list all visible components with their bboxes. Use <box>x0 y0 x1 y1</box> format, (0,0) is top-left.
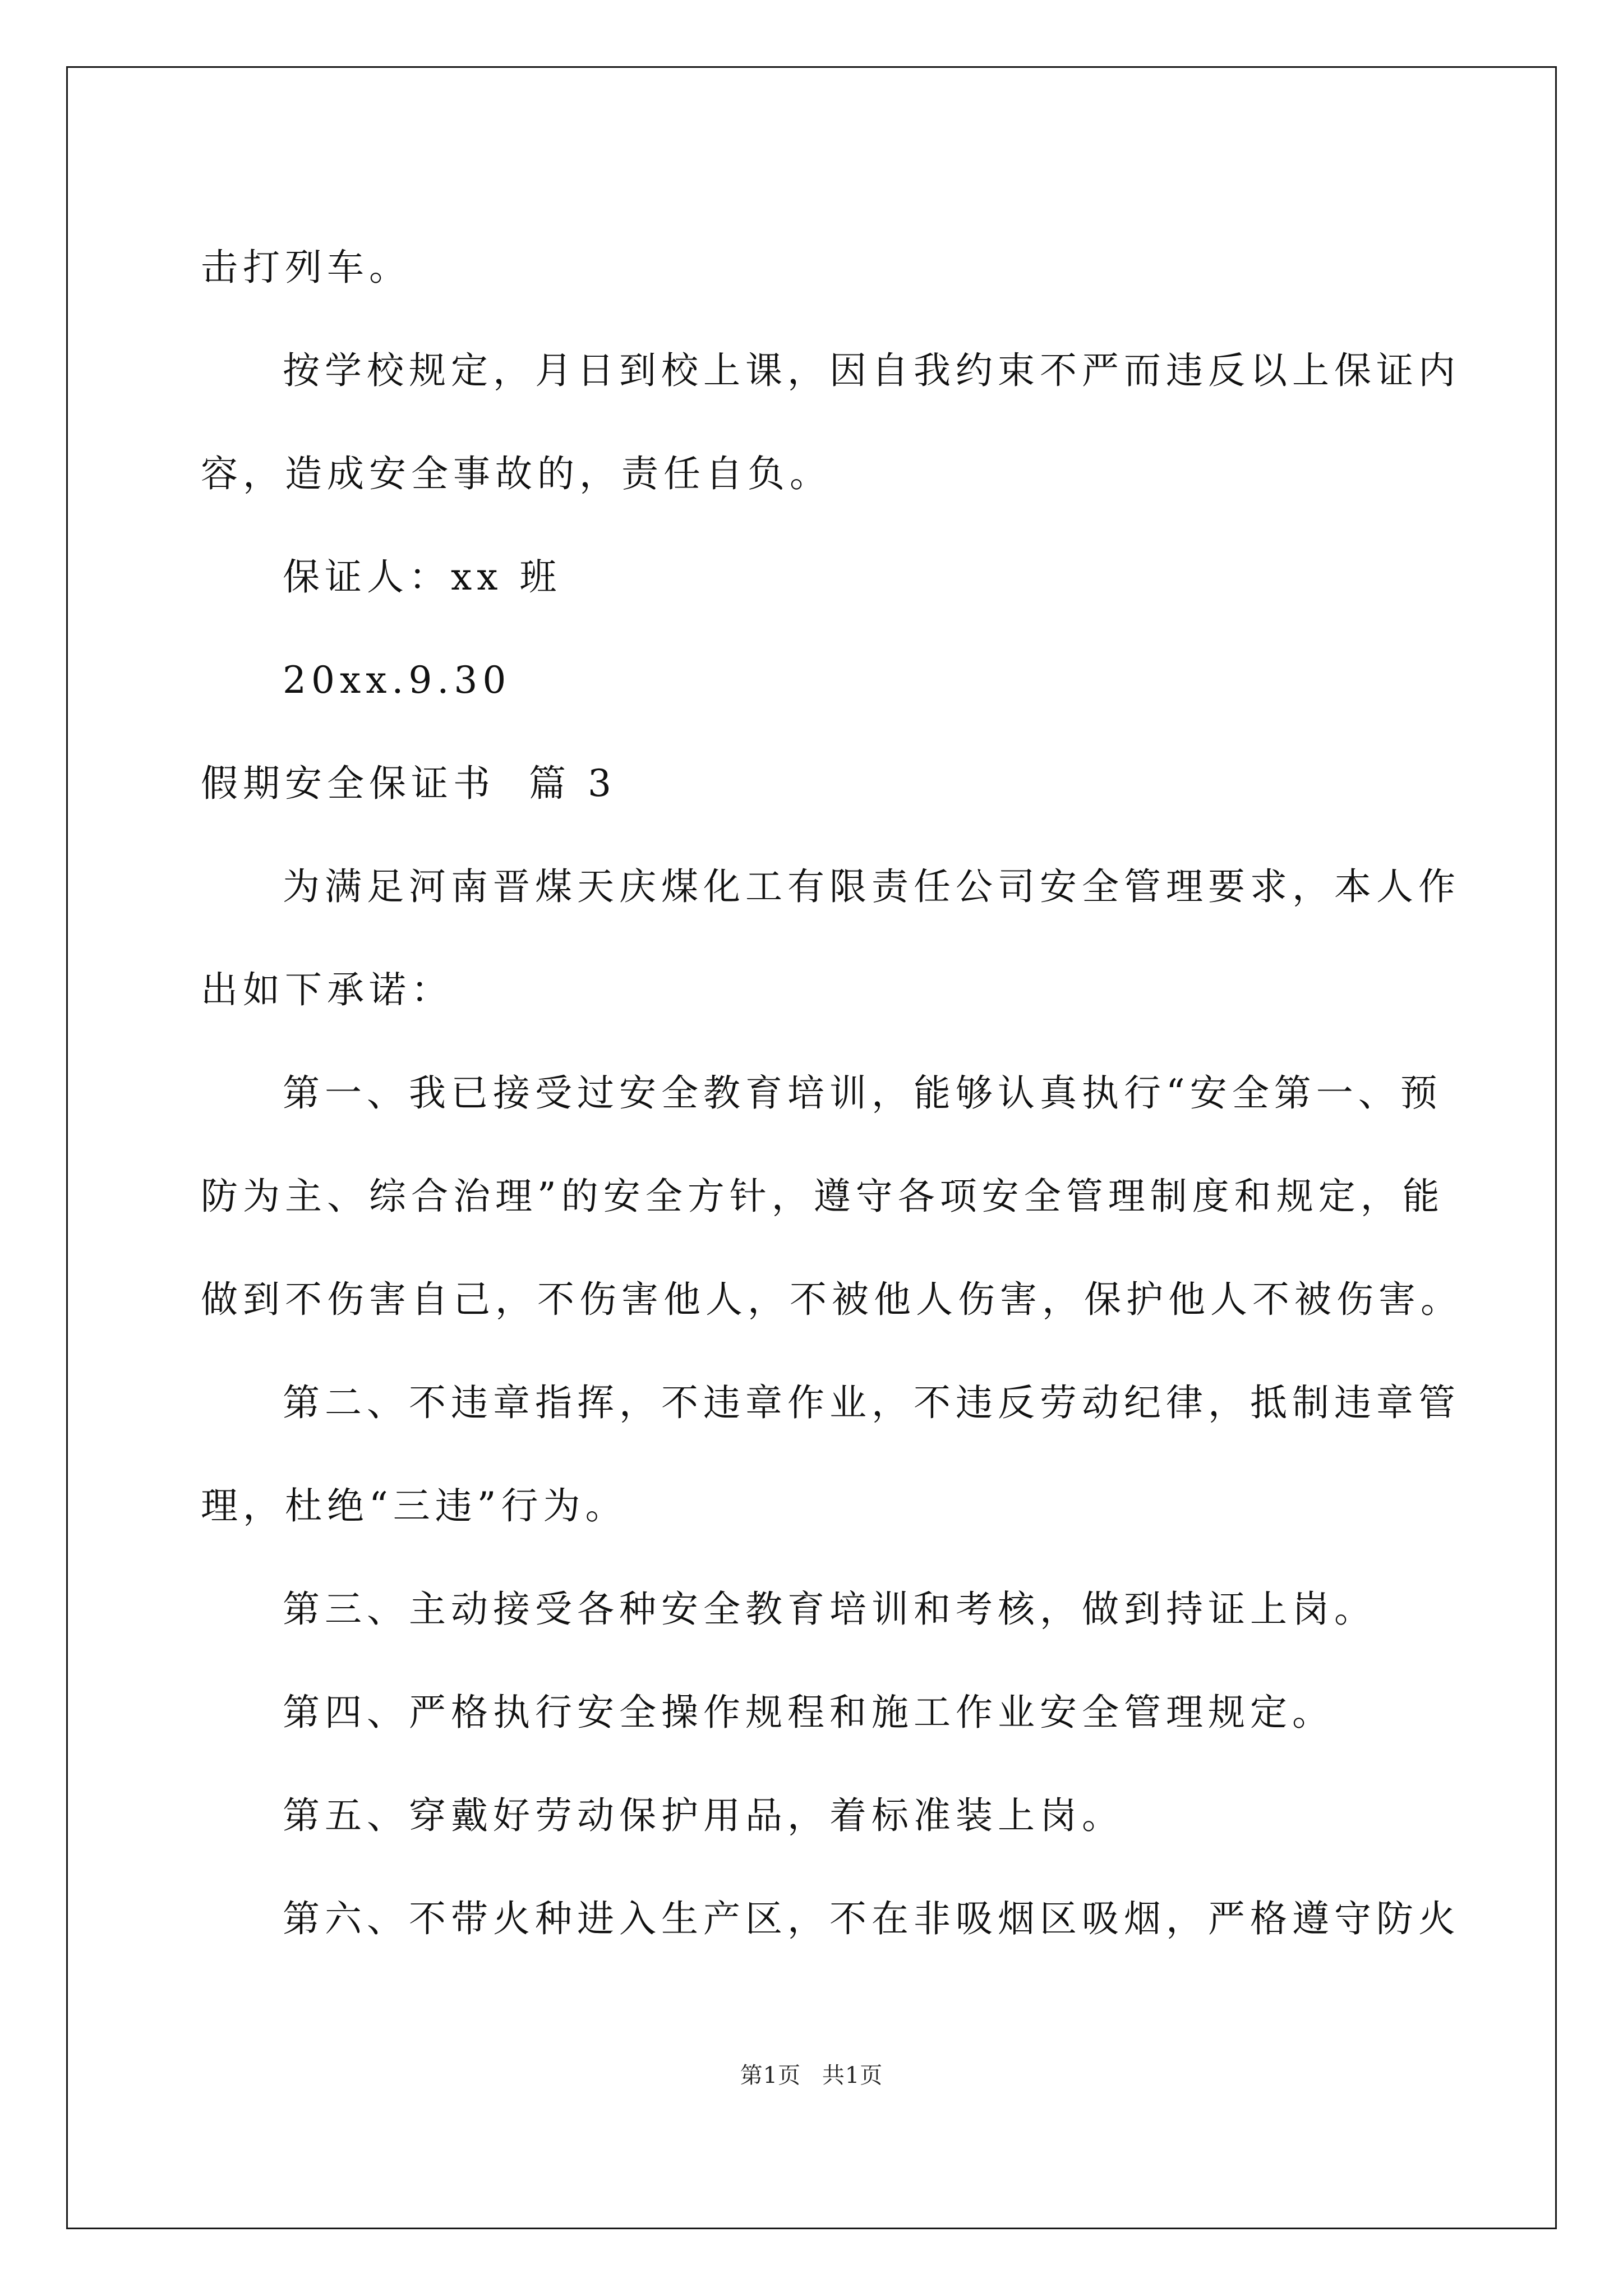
page-footer <box>0 2058 1623 2090</box>
page-number-total: 共1页 <box>822 2063 883 2088</box>
text-line: 第五、穿戴好劳动保护用品，着标准装上岗。 <box>283 1794 1124 1837</box>
text-line: 容，造成安全事故的，责任自负。 <box>201 452 832 495</box>
text-line: 击打列车。 <box>201 246 411 289</box>
text-line: 第一、我已接受过安全教育培训，能够认真执行“安全第一、预 <box>283 1071 1442 1115</box>
text-line: 按学校规定，月日到校上课，因自我约束不严而违反以上保证内 <box>283 349 1460 392</box>
date-line: 20xx.9.30 <box>283 659 511 702</box>
text-line: 为满足河南晋煤天庆煤化工有限责任公司安全管理要求，本人作 <box>283 865 1460 908</box>
text-line: 第二、不违章指挥，不违章作业，不违反劳动纪律，抵制违章管 <box>283 1381 1460 1424</box>
text-line: 第三、主动接受各种安全教育培训和考核，做到持证上岗。 <box>283 1588 1376 1631</box>
text-line: 理，杜绝“三违”行为。 <box>201 1484 628 1527</box>
page-number-current: 第1页 <box>740 2063 801 2088</box>
guarantor-line: 保证人：xx 班 <box>283 555 562 599</box>
text-line: 第四、严格执行安全操作规程和施工作业安全管理规定。 <box>283 1691 1334 1734</box>
text-line: 出如下承诺： <box>201 968 453 1011</box>
document-body <box>201 216 1463 1971</box>
text-line: 第六、不带火种进入生产区，不在非吸烟区吸烟，严格遵守防火 <box>283 1897 1460 1940</box>
section-heading: 假期安全保证书 篇 3 <box>201 762 616 805</box>
text-line: 做到不伤害自己，不伤害他人，不被他人伤害，保护他人不被伤害。 <box>201 1278 1463 1321</box>
text-line: 防为主、综合治理”的安全方针，遵守各项安全管理制度和规定，能 <box>201 1175 1445 1218</box>
